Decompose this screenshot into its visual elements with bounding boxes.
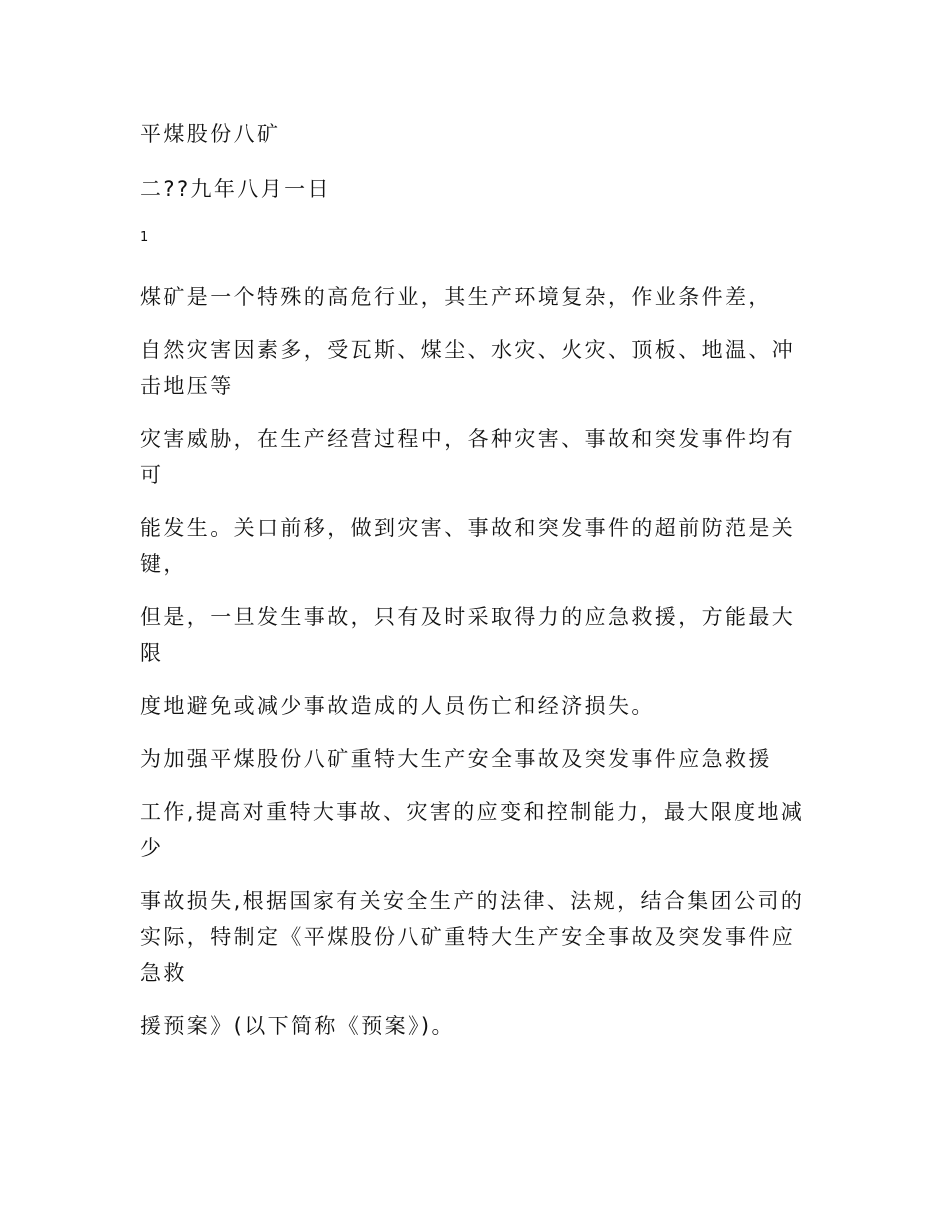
paragraph-line-3: 灾害威胁，在生产经营过程中，各种灾害、事故和突发事件均有可 bbox=[140, 427, 796, 487]
document-date: 二??九年八月一日 bbox=[140, 177, 331, 201]
paragraph-line-7: 为加强平煤股份八矿重特大生产安全事故及突发事件应急救援 bbox=[140, 747, 772, 771]
paragraph-line-6: 度地避免或减少事故造成的人员伤亡和经济损失。 bbox=[140, 694, 655, 718]
page-number: 1 bbox=[140, 230, 149, 245]
paragraph-line-8: 工作,提高对重特大事故、灾害的应变和控制能力，最大限度地减少 bbox=[140, 800, 805, 860]
paragraph-line-9: 事故损失,根据国家有关安全生产的法律、法规，结合集团公司的实际，特制定《平煤股份八矿重特大生产安全事故及突发事件应急救 bbox=[140, 889, 805, 985]
paragraph-line-2: 自然灾害因素多，受瓦斯、煤尘、水灾、火灾、顶板、地温、冲击地压等 bbox=[140, 338, 796, 398]
paragraph-line-5: 但是，一旦发生事故，只有及时采取得力的应急救援，方能最大限 bbox=[140, 605, 796, 665]
document-content bbox=[140, 116, 810, 1044]
paragraph-line-4: 能发生。关口前移，做到灾害、事故和突发事件的超前防范是关键， bbox=[140, 516, 796, 576]
paragraph-line-1: 煤矿是一个特殊的高危行业，其生产环境复杂，作业条件差， bbox=[140, 285, 772, 309]
company-name: 平煤股份八矿 bbox=[140, 122, 281, 146]
paragraph-line-10: 援预案》(以下简称《预案》)。 bbox=[140, 1014, 455, 1038]
